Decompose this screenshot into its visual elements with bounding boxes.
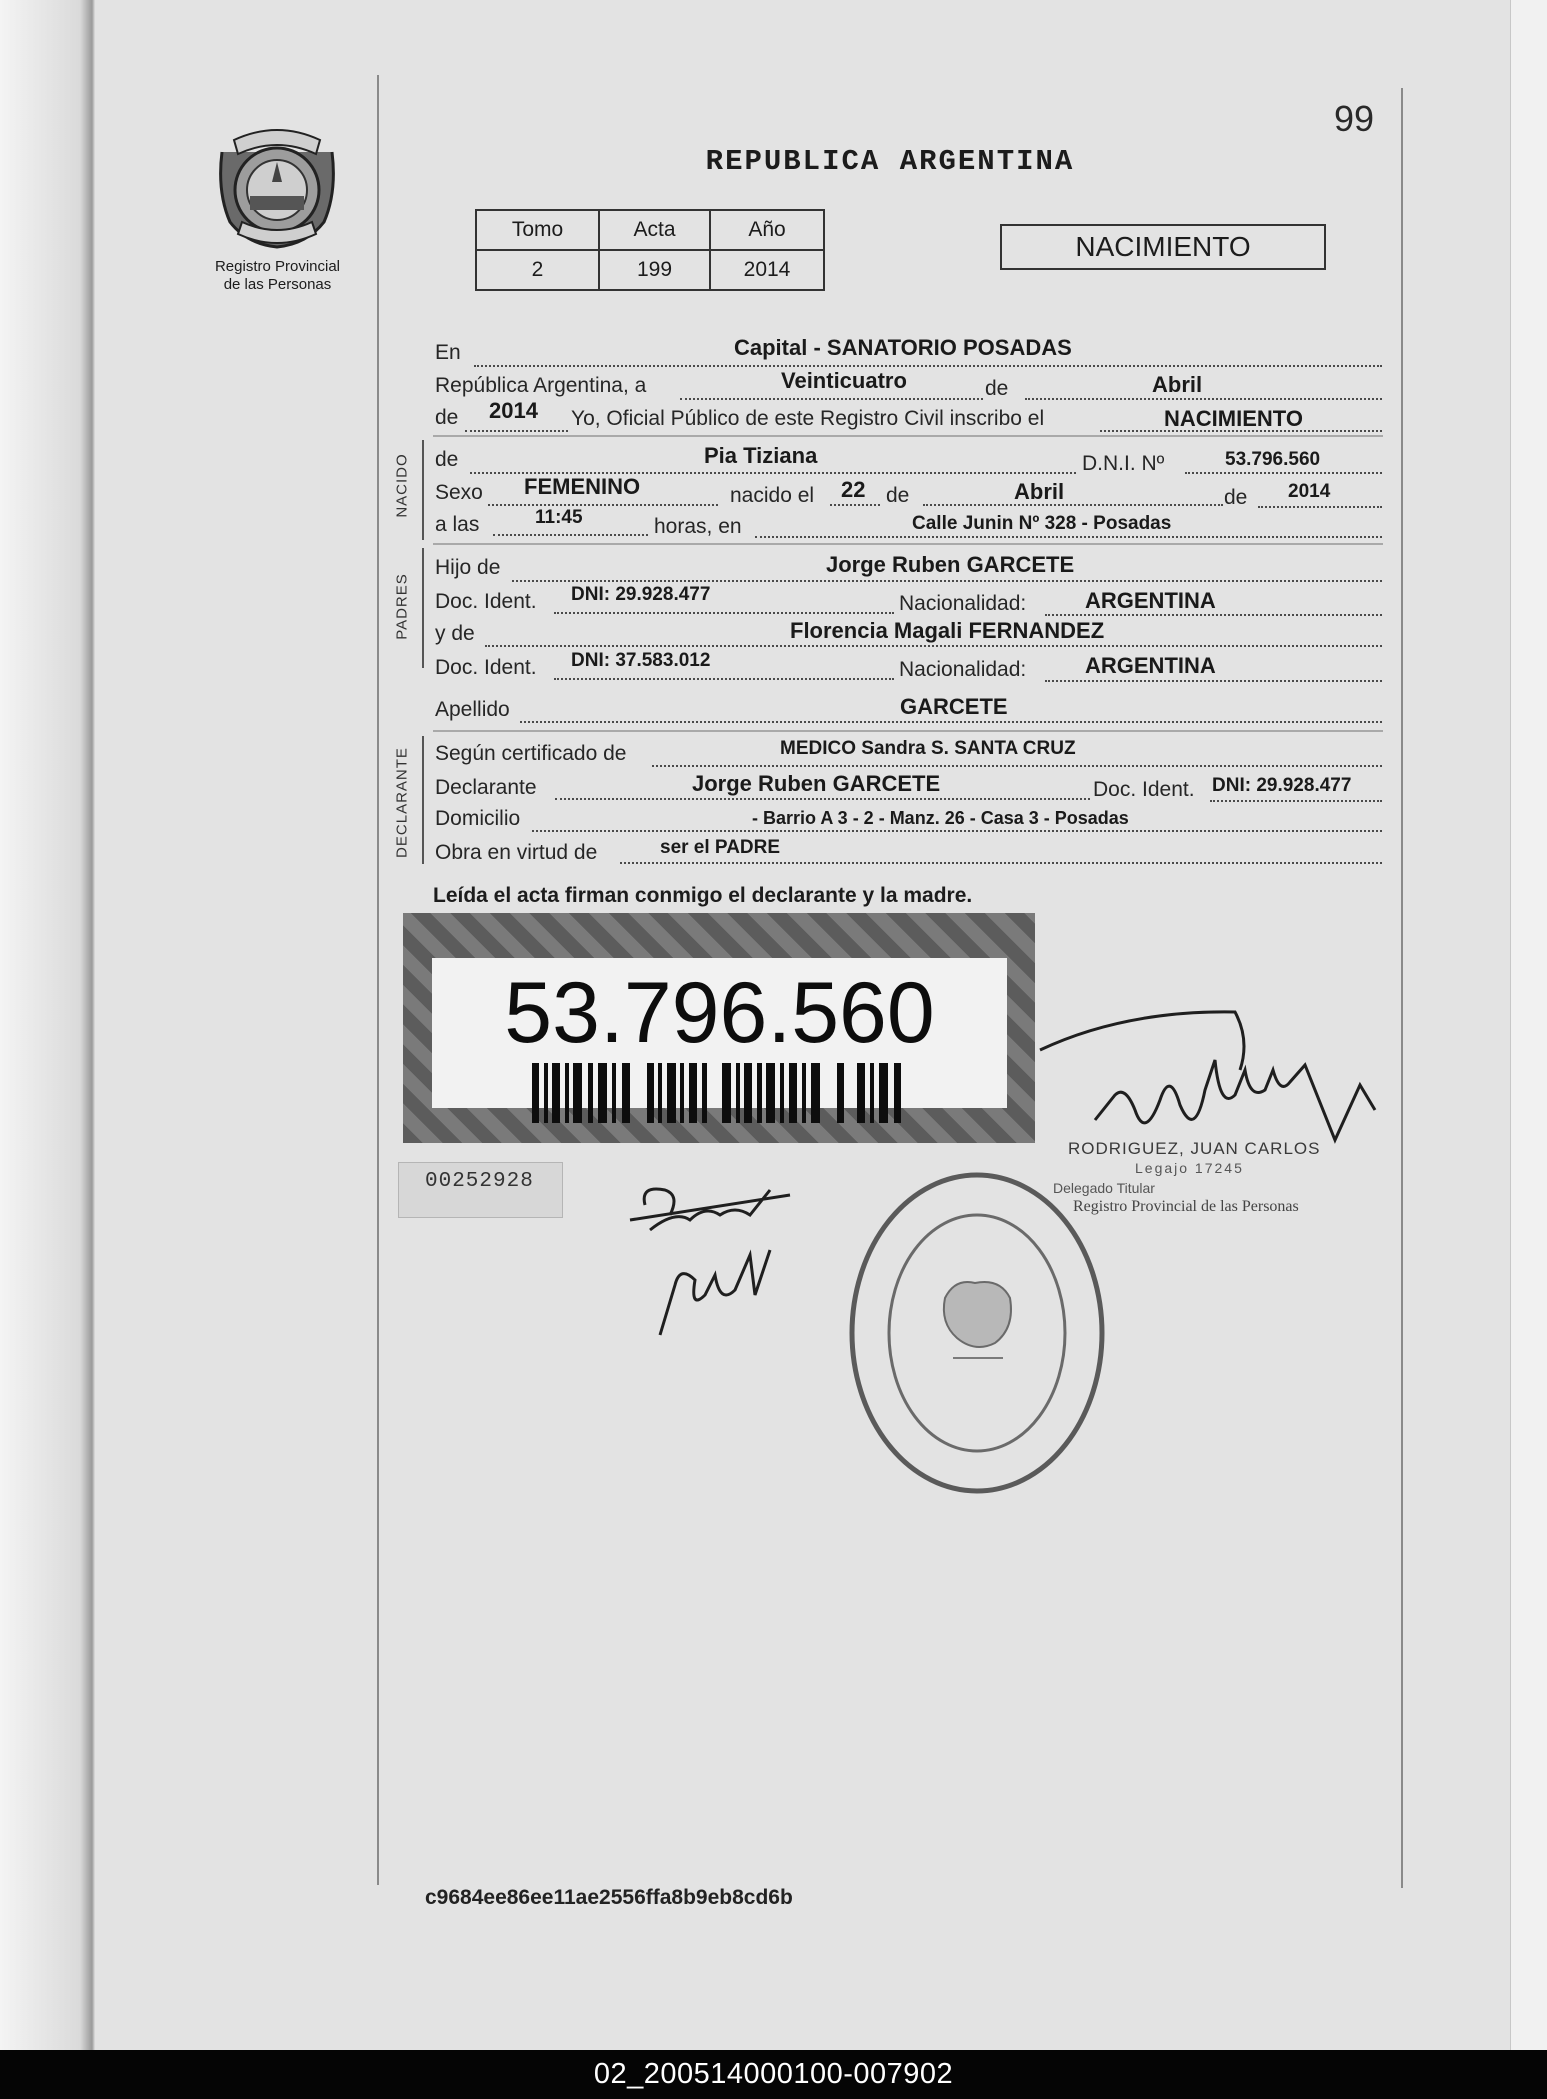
official-seal-icon <box>845 1168 1110 1498</box>
label-nacido-el: nacido el <box>730 484 815 507</box>
label-de-mes: de <box>886 484 910 507</box>
value-dia-texto: Veinticuatro <box>781 368 907 393</box>
official-office: Registro Provincial de las Personas <box>1073 1198 1299 1215</box>
label-oficial: Yo, Oficial Público de este Registro Civil inscribo el <box>571 407 1045 430</box>
value-tomo: 2 <box>476 250 599 290</box>
label-doc-ident-1: Doc. Ident. <box>435 590 537 613</box>
fill-line <box>620 860 1382 864</box>
label-de-anio: de <box>1224 486 1248 509</box>
header-tomo: Tomo <box>476 210 599 250</box>
value-madre: Florencia Magali FERNANDEZ <box>790 618 1105 643</box>
header-acta: Acta <box>599 210 710 250</box>
value-madre-dni: DNI: 37.583.012 <box>571 650 711 671</box>
fill-line <box>554 610 894 614</box>
scan-edge <box>0 0 95 2050</box>
label-dni: D.N.I. Nº <box>1082 452 1165 475</box>
label-sexo: Sexo <box>435 481 483 504</box>
document-hash: c9684ee86ee11ae2556ffa8b9eb8cd6b <box>425 1886 793 1909</box>
value-dia-nac: 22 <box>841 477 866 502</box>
value-anio: 2014 <box>710 250 824 290</box>
parent-signatures <box>620 1175 800 1350</box>
left-margin-line <box>377 75 379 1885</box>
label-domicilio: Domicilio <box>435 807 521 830</box>
document-title: REPUBLICA ARGENTINA <box>705 145 1075 178</box>
header-anio: Año <box>710 210 824 250</box>
value-hora: 11:45 <box>535 507 583 528</box>
value-domicilio: - Barrio A 3 - 2 - Manz. 26 - Casa 3 - Posadas <box>752 808 1129 828</box>
section-bracket-padres <box>422 548 424 668</box>
value-dni: 53.796.560 <box>1225 449 1321 470</box>
record-type-box: NACIMIENTO <box>1000 224 1326 270</box>
fill-line <box>1210 798 1382 802</box>
registry-caption <box>195 258 360 294</box>
value-certificado: MEDICO Sandra S. SANTA CRUZ <box>780 738 1076 759</box>
footer-caption: 02_200514000100-007902 <box>593 2058 954 2090</box>
section-divider <box>433 543 1383 545</box>
fill-line <box>474 363 1382 367</box>
section-divider <box>433 730 1383 732</box>
label-hijo-de: Hijo de <box>435 556 501 579</box>
label-y-de: y de <box>435 622 475 645</box>
label-de: de <box>985 377 1009 400</box>
value-apellido: GARCETE <box>900 694 1008 719</box>
label-segun: Según certificado de <box>435 742 627 765</box>
value-lugar-nac: Calle Junin Nº 328 - Posadas <box>912 513 1172 534</box>
value-obra: ser el PADRE <box>660 837 781 858</box>
fill-line <box>680 396 983 400</box>
value-declarante-dni: DNI: 29.928.477 <box>1212 775 1352 796</box>
reference-table <box>475 209 825 291</box>
fill-line <box>465 428 568 432</box>
label-doc-ident-3: Doc. Ident. <box>1093 778 1195 801</box>
fill-line <box>512 578 1382 582</box>
section-label-nacido: NACIDO <box>393 453 411 518</box>
section-label-declarante: DECLARANTE <box>393 747 411 858</box>
page-edge <box>1510 0 1547 2050</box>
section-label-padres: PADRES <box>393 573 411 640</box>
fill-line <box>554 676 894 680</box>
section-divider <box>433 435 1383 437</box>
label-nacionalidad-2: Nacionalidad: <box>899 658 1027 681</box>
fill-line <box>488 502 718 506</box>
official-role: Delegado Titular <box>1053 1180 1155 1196</box>
value-padre-nac: ARGENTINA <box>1085 588 1216 613</box>
value-padre: Jorge Ruben GARCETE <box>826 552 1075 577</box>
value-anio-nac: 2014 <box>1288 481 1331 502</box>
label-de2: de <box>435 406 459 429</box>
registry-caption-line2: de las Personas <box>223 276 332 293</box>
value-madre-nac: ARGENTINA <box>1085 653 1216 678</box>
label-obra: Obra en virtud de <box>435 841 598 864</box>
value-mes-nac: Abril <box>1014 479 1065 504</box>
label-horas-en: horas, en <box>654 515 742 538</box>
label-a-las: a las <box>435 513 480 536</box>
label-declarante: Declarante <box>435 776 537 799</box>
label-apellido: Apellido <box>435 698 510 721</box>
value-declarante: Jorge Ruben GARCETE <box>692 771 941 796</box>
label-doc-ident-2: Doc. Ident. <box>435 656 537 679</box>
fill-line <box>923 502 1223 506</box>
label-nacionalidad-1: Nacionalidad: <box>899 592 1027 615</box>
sticker-number: 53.796.560 <box>504 965 935 1061</box>
fill-line <box>652 763 1382 767</box>
section-bracket-declarante <box>422 736 424 864</box>
provincial-crest-icon <box>212 122 342 252</box>
barcode-icon <box>532 1063 907 1123</box>
value-nombre: Pia Tiziana <box>704 443 818 468</box>
label-de-nombre: de <box>435 448 459 471</box>
value-acta: 199 <box>599 250 710 290</box>
value-mes: Abril <box>1152 372 1203 397</box>
serial-number: 00252928 <box>425 1170 534 1193</box>
value-sexo: FEMENINO <box>524 474 641 499</box>
fill-line <box>1025 396 1382 400</box>
fill-line <box>1258 504 1382 508</box>
label-en: En <box>435 341 461 364</box>
label-republica: República Argentina, a <box>435 374 647 397</box>
official-name: RODRIGUEZ, JUAN CARLOS <box>1068 1139 1321 1158</box>
right-margin-line <box>1401 88 1403 1888</box>
fill-line <box>493 532 648 536</box>
page-number: 99 <box>1334 98 1375 139</box>
value-tipo: NACIMIENTO <box>1164 406 1303 431</box>
signature-legend: Leída el acta firman conmigo el declarante y la madre. <box>433 884 973 907</box>
value-padre-dni: DNI: 29.928.477 <box>571 584 711 605</box>
official-legajo: Legajo 17245 <box>1135 1160 1244 1176</box>
value-lugar: Capital - SANATORIO POSADAS <box>734 335 1072 360</box>
value-anio: 2014 <box>489 398 538 423</box>
section-bracket-nacido <box>422 440 424 540</box>
registry-caption-line1: Registro Provincial <box>214 258 341 275</box>
